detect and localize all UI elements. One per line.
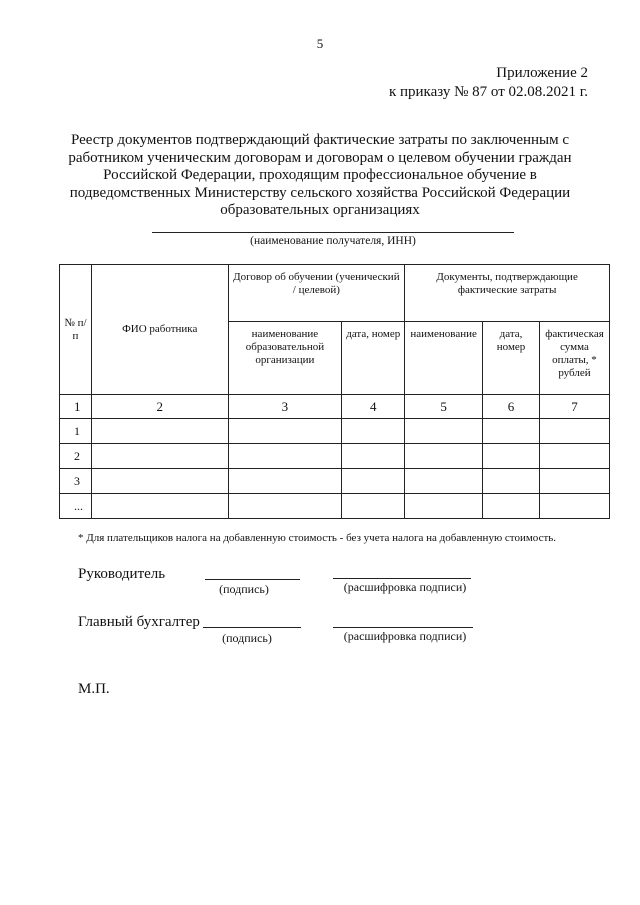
table-cell[interactable] xyxy=(228,419,342,444)
table-cell[interactable] xyxy=(91,494,228,519)
title-line: работником ученическим договорам и договорам о целевом обучении граждан xyxy=(68,149,572,166)
header-contract-date: дата, номер xyxy=(342,322,405,395)
table-cell[interactable] xyxy=(483,494,540,519)
row-number: 2 xyxy=(60,444,92,469)
recipient-blank-line[interactable] xyxy=(152,232,514,233)
table-cell[interactable] xyxy=(539,444,609,469)
table-cell[interactable] xyxy=(405,469,483,494)
table-cell[interactable] xyxy=(91,444,228,469)
column-number: 5 xyxy=(405,395,483,419)
table-cell[interactable] xyxy=(91,469,228,494)
header-doc-date: дата, номер xyxy=(483,322,540,395)
table-cell[interactable] xyxy=(539,494,609,519)
appendix-header xyxy=(389,64,588,102)
head-signature-line[interactable] xyxy=(205,579,300,580)
table-cell[interactable] xyxy=(539,419,609,444)
header-no: № п/п xyxy=(60,265,92,395)
column-number: 6 xyxy=(483,395,540,419)
column-number-row xyxy=(60,395,610,419)
column-number: 4 xyxy=(342,395,405,419)
column-number: 7 xyxy=(539,395,609,419)
head-decode-line[interactable] xyxy=(333,578,471,579)
head-label: Руководитель xyxy=(78,566,166,582)
table-cell[interactable] xyxy=(228,494,342,519)
table-cell[interactable] xyxy=(228,444,342,469)
header-contract-group: Договор об обучении (ученический / целевой) xyxy=(228,265,405,322)
vat-footnote: * Для плательщиков налога на добавленную стоимость - без учета налога на добавленную стоимость. xyxy=(78,532,557,544)
head-decode-caption: (расшифровка подписи) xyxy=(343,580,467,594)
table-cell[interactable] xyxy=(405,444,483,469)
accountant-decode-caption: (расшифровка подписи) xyxy=(343,629,467,643)
table-cell[interactable] xyxy=(483,444,540,469)
stamp-placeholder: М.П. xyxy=(78,681,110,697)
header-doc-name: наименование xyxy=(405,322,483,395)
accountant-signature-line[interactable] xyxy=(203,627,301,628)
table-cell[interactable] xyxy=(405,494,483,519)
table-row xyxy=(60,419,610,444)
row-number: 3 xyxy=(60,469,92,494)
table-cell[interactable] xyxy=(342,469,405,494)
title-line: подведомственных Министерству сельского хозяйства Российской Федерации xyxy=(69,184,571,201)
table-row xyxy=(60,494,610,519)
accountant-decode-line[interactable] xyxy=(333,627,473,628)
table-cell[interactable] xyxy=(91,419,228,444)
header-sum: фактическая сумма оплаты, * рублей xyxy=(539,322,609,395)
table-cell[interactable] xyxy=(539,469,609,494)
appendix-order-ref: к приказу № 87 от 02.08.2021 г. xyxy=(388,84,588,100)
head-signature-caption: (подпись) xyxy=(219,582,269,596)
document-title xyxy=(60,132,580,220)
header-fio: ФИО работника xyxy=(91,265,228,395)
table-row xyxy=(60,444,610,469)
header-documents-group: Документы, подтверждающие фактические затраты xyxy=(405,265,610,322)
header-org-name: наименование образовательной организации xyxy=(228,322,342,395)
column-number: 2 xyxy=(91,395,228,419)
row-number: ... xyxy=(60,494,92,519)
accountant-label: Главный бухгалтер xyxy=(78,614,200,630)
column-number: 3 xyxy=(228,395,342,419)
table-row xyxy=(60,469,610,494)
title-line: Российской Федерации, проходящим профессиональное обучение в xyxy=(103,167,537,183)
row-number: 1 xyxy=(60,419,92,444)
page-number: 5 xyxy=(316,36,324,51)
recipient-caption: (наименование получателя, ИНН) xyxy=(250,235,416,247)
accountant-signature-caption: (подпись) xyxy=(222,631,272,645)
table-cell[interactable] xyxy=(228,469,342,494)
appendix-title: Приложение 2 xyxy=(496,65,588,81)
column-number: 1 xyxy=(60,395,92,419)
title-line: Реестр документов подтверждающий фактические затраты по заключенным с xyxy=(70,132,570,148)
table-cell[interactable] xyxy=(342,444,405,469)
table-cell[interactable] xyxy=(405,419,483,444)
table-cell[interactable] xyxy=(483,469,540,494)
table-cell[interactable] xyxy=(483,419,540,444)
table-cell[interactable] xyxy=(342,494,405,519)
registry-table xyxy=(59,264,610,519)
table-cell[interactable] xyxy=(342,419,405,444)
title-line: образовательных организациях xyxy=(220,202,420,218)
